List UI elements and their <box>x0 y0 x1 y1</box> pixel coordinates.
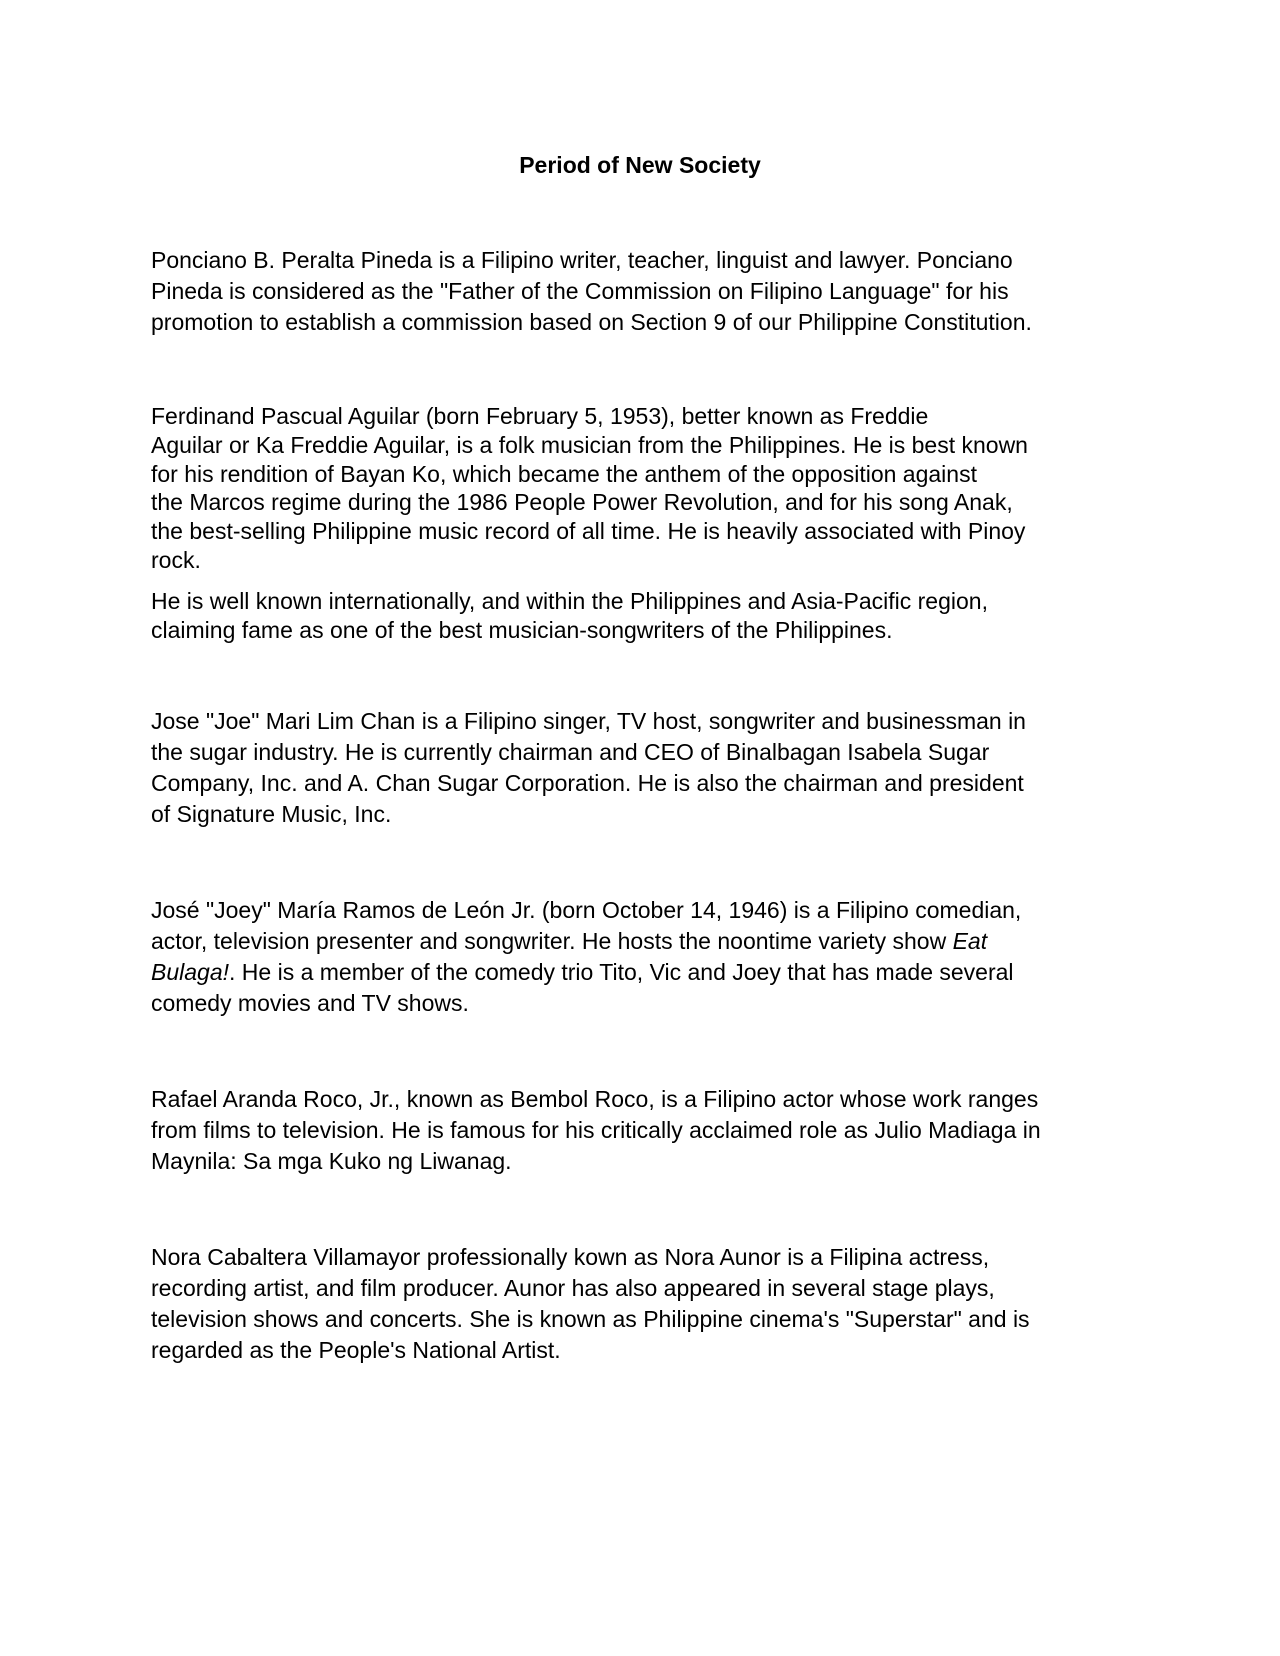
paragraph-freddie-aguilar-fame: He is well known internationally, and within the Philippines and Asia-Pacific region, claiming fame as one of the best musician-songwriters of the Philippines. <box>151 588 988 643</box>
document-title: Period of New Society <box>519 152 761 178</box>
show-title-eat-bulaga: Eat Bulaga! <box>151 928 988 985</box>
paragraph-jose-mari-chan: Jose "Joe" Mari Lim Chan is a Filipino singer, TV host, songwriter and businessman in the sugar industry. He is currently chairman and CEO of Binalbagan Isabela Sugar Company, Inc. and A. Chan Sugar Corporation. He is also the chairman and president of Signature Music, Inc. <box>151 708 1026 827</box>
paragraph-nora-aunor: Nora Cabaltera Villamayor professionally kown as Nora Aunor is a Filipina actress, recording artist, and film producer. Aunor has also appeared in several stage plays, television shows and concerts. She is known as Philippine cinema's "Superstar" and is regarded as the People's National Artist. <box>151 1244 1030 1363</box>
paragraph-bembol-roco: Rafael Aranda Roco, Jr., known as Bembol Roco, is a Filipino actor whose work ranges from films to television. He is famous for his critically acclaimed role as Julio Madiaga in Maynila: Sa mga Kuko ng Liwanag. <box>151 1086 1041 1174</box>
paragraph-joey-de-leon-text-end: . He is a member of the comedy trio Tito, Vic and Joey that has made several comedy movies and TV shows. <box>151 959 1014 1016</box>
paragraph-freddie-aguilar: Ferdinand Pascual Aguilar (born February 5, 1953), better known as Freddie Aguilar or Ka Freddie Aguilar, is a folk musician from the Philippines. He is best known for his rendition of Bayan Ko, which became the anthem of the opposition against the Marcos regime during the 1986 People Power Revolution, and for his song Anak, the best-selling Philippine music record of all time. He is heavily associated with Pinoy rock. <box>151 403 1028 573</box>
paragraph-joey-de-leon-text-start: José "Joey" María Ramos de León Jr. (born October 14, 1946) is a Filipino comedian, actor, television presenter and songwriter. He hosts the noontime variety show <box>151 897 1022 954</box>
paragraph-joey-de-leon <box>151 895 1141 1019</box>
paragraph-ponciano-pineda: Ponciano B. Peralta Pineda is a Filipino writer, teacher, linguist and lawyer. Ponciano Pineda is considered as the "Father of the Commission on Filipino Language" for his promotion to establish a commission based on Section 9 of our Philippine Constitution. <box>151 247 1032 335</box>
